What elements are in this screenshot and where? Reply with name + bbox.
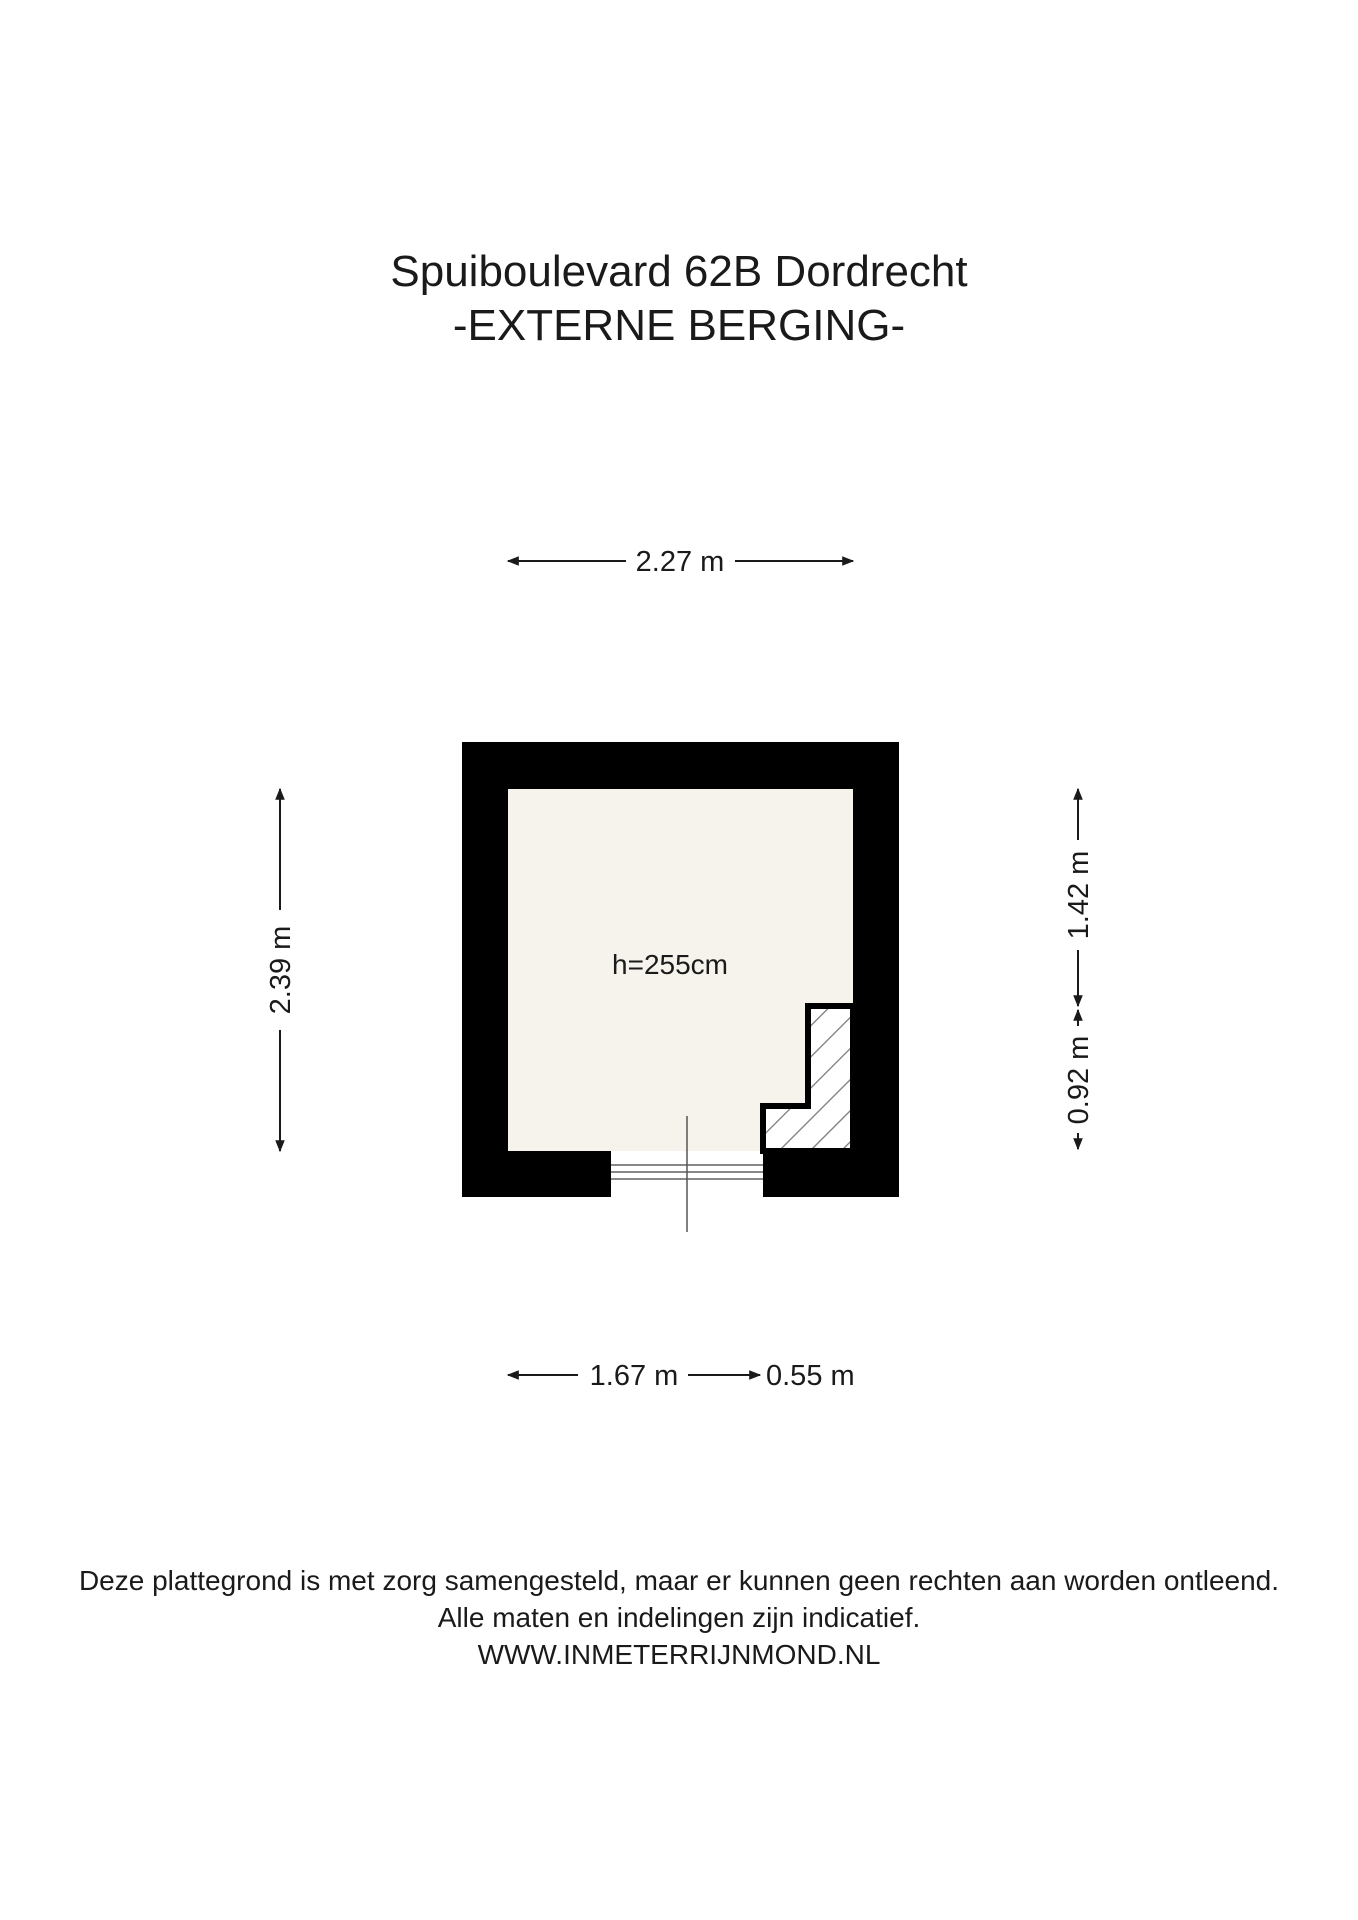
page-title: Spuiboulevard 62B Dordrecht	[390, 247, 968, 296]
room-height-label: h=255cm	[612, 949, 728, 980]
dim-bottom-right: 0.55 m	[766, 1360, 855, 1392]
page-subtitle: -EXTERNE BERGING-	[452, 301, 906, 350]
dim-top-width: 2.27 m	[635, 546, 725, 578]
dim-bottom-left: 1.67 m	[589, 1360, 679, 1392]
dim-right-lower: 0.92 m	[1063, 1035, 1095, 1125]
dim-left-height: 2.39 m	[265, 925, 297, 1015]
dim-right-upper: 1.42 m	[1063, 850, 1095, 940]
disclaimer-line: Deze plattegrond is met zorg samengesteld, maar er kunnen geen rechten aan worden ontleend.	[78, 1565, 1280, 1596]
disclaimer-line: Alle maten en indelingen zijn indicatief.	[437, 1602, 921, 1633]
website-url: WWW.INMETERRIJNMOND.NL	[477, 1639, 881, 1670]
